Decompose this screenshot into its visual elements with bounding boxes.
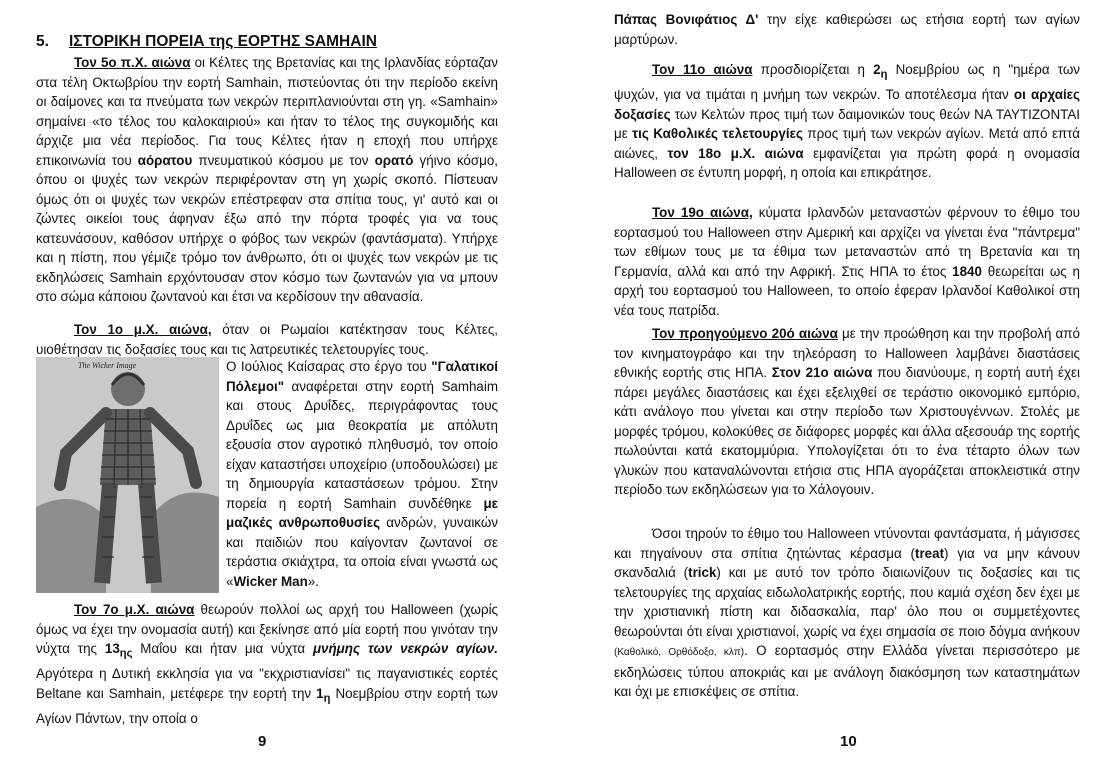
page-number-right: 10 xyxy=(840,733,857,750)
paragraph-5th-century-bc: Τον 5ο π.Χ. αιώνα οι Κέλτες της Βρετανίας και της Ιρλανδίας εόρταζαν στα τέλη Οκτωβρίου την εορτή Samhain, πιστεύοντας ότι την περίοδο εκείνη οι δαίμονες και τα πνεύματα των νεκρών περιπλανιούνται στη γη. «Samhain» σημαίνει «το τέλος του καλοκαιριού» και ήταν το τέλος της συγκομιδής και άρχιζε μια νέα περίοδος. Για τους Κέλτες ήταν η εποχή που υπήρχε επικοινωνία του αόρατου πνευματικού κόσμου με τον ορατό γήινο κόσμο, όπου οι ψυχές των νεκρών περιφέρονταν στη γη χωρίς σκοπό. Πίστευαν όμως ότι οι ψυχές των νεκρών επέστρεφαν στα σπίτια τους, γι' αυτό και οι ζώντες οικείοι τους άφηναν έξω από την πόρτα τροφές για να τους κατευνάσουν, καθόσον υπήρχε ο φόβος των νεκρών (φαντάσματα). Υπήρχε και η πίστη, που γέμιζε τρόμο τον άνθρωπο, ότι οι ψυχές των νεκρών με τις εκδηλώσεις Samhain ερχόντουσαν στον κόσμο των ζωντανών για να μπουν στο σώμα κάποιου ζωντανού και έτσι να κερδίσουν την αθανασία. xyxy=(36,55,499,304)
page-number-left: 9 xyxy=(258,733,267,750)
paragraph-20th-21st-century: Τον προηγούμενο 20ό αιώνα με την προώθηση και την προβολή από τον κινηματογράφο και την τηλεόραση το Halloween λαμβάνει διαστάσεις εθνικής εορτής στις ΗΠΑ. Στον 21ο αιώνα που διανύουμε, η εορτή αυτή έχει πάρει μεγάλες διαστάσεις και έχει εξελιχθεί σε τεράστιο οικονομικό εμπόριο, κάτι ανάλογο που γίνεται και στην περίοδο των Χριστουγέννων. Στολές με μορφές τρόμου, κολοκύθες σε διάφορες μορφές και άλλα αξεσουάρ της εορτής πωλούνται κατά εκατομμύρια. Υπολογίζεται ότι το ένα τέταρτο όλων των γλυκών που καταναλώνονται ετήσια στις ΗΠΑ αγοράζεται αποκλειστικά στην περίοδο των εκδηλώσεων για το Χάλογουιν. xyxy=(614,326,1081,497)
section-heading xyxy=(36,33,377,51)
right-page xyxy=(572,0,1117,760)
paragraph-7th-century-ad: Τον 7ο μ.Χ. αιώνα θεωρούν πολλοί ως αρχή του Halloween (χωρίς όμως να έχει την ονομασία αυτή) και ξεκίνησε από μία εορτή που γινόταν την νύχτα της $13_{\eta\varsigma}$ Μαΐου και ήταν μια νύχτα μνήμης των νεκρών αγίων. Αργότερα η Δυτική εκκλησία για να "εκχριστιανίσει" τις παγανιστικές εορτές Beltane και Samhain, μετέφερε την εορτή την $1_\eta$ Νοεμβρίου στην εορτή των Αγίων Πάντων, την οποία ο xyxy=(36,602,498,726)
section-number: 5. xyxy=(36,33,49,50)
paragraph-trick-or-treat: Όσοι τηρούν το έθιμο του Halloween ντύνονται φαντάσματα, ή μάγισσες και πηγαίνουν στα σπίτια ζητώντας κέρασμα (treat) για να μην κάνουν σκανδαλιά (trick) και με αυτό τον τρόπο διαιωνίζουν τις δοξασίες και τις τελετουργίες της αρχαίας ειδωλολατρικής εορτής, που καμιά σχέση δεν έχει με την χριστιανική πίστη και διδασκαλία, παρ' όλο που οι συμμετέχοντες θεωρούνται ότι είναι χριστιανοί, χωρίς να έχει σημασία σε ποιο δόγμα ανήκουν (Καθολικό, Ορθόδοξο, κλπ). Ο εορτασμός στην Ελλάδα γίνεται περισσότερο με εκδηλώσεις τύπου αποκριάς και με ανάλογη διακόσμηση των καταστημάτων και όχι με επισκέψεις σε σπίτια. xyxy=(614,526,1080,699)
section-title: ΙΣΤΟΡΙΚΗ ΠΟΡΕΙΑ της ΕΟΡΤΗΣ SAMHAIN xyxy=(68,33,377,50)
paragraph-19th-century: Τον 19ο αιώνα, κύματα Ιρλανδών μεταναστών φέρνουν το έθιμο του εορτασμού του Halloween στην Αμερική και αρχίζει να γίνεται ένα "πάντρεμα" των εθίμων τους με τα έθιμα των μεταναστών από τη Βρετανία και τη Γερμανία, αλλά και από την Αφρική. Στις ΗΠΑ το έτος 1840 θεωρείται ως η αρχή του εορτασμού του Halloween, το οποίο έφεραν Ιρλανδοί Καθολικοί στη νέα τους πατρίδα. xyxy=(614,205,1080,318)
left-page xyxy=(0,0,540,760)
wicker-man-illustration xyxy=(36,357,219,593)
paragraph-julius-caesar: Ο Ιούλιος Καίσαρας στο έργο του "Γαλατικοί Πόλεμοι" αναφέρεται στην εορτή Samhaim και στους Δρυΐδες, περιγράφοντας τους Δρυΐδες ως μια θεοκρατία με απόλυτη εξουσία στον αγροτικό πληθυσμό, τον οποίο είχαν καταστήσει υποχείριο (υποδουλώσει) με τη δημιουργία καταστάσεων τρόμου. Στην πορεία η εορτή Samhain συνδέθηκε με μαζικές ανθρωποθυσίες ανδρών, γυναικών και παιδιών που καίγονταν ζωντανοί σε τεράστια σκιάχτρα, τα οποία είναι γνωστά ως «Wicker Man». xyxy=(226,359,498,589)
paragraph-pope-boniface: Πάπας Βονιφάτιος Δ' την είχε καθιερώσει ως ετήσια εορτή των αγίων μαρτύρων. xyxy=(614,12,1080,47)
paragraph-11th-century: Τον 11ο αιώνα προσδιορίζεται η $2_\eta$ Νοεμβρίου ως η "ημέρα των ψυχών, για να τιμάται η μνήμη των νεκρών. Το αποτέλεσμα ήταν οι αρχαίες δοξασίες των Κελτών προς τιμή των δαιμονικών τους θεών ΝΑ ΤΑΥΤΙΖΟΝΤΑΙ με τις Καθολικές τελετουργίες προς τιμή των νεκρών αγίων. Μετά από επτά αιώνες, τον 18ο μ.Χ. αιώνα εμφανίζεται για πρώτη φορά η ονομασία Halloween σε έντυπη μορφή, η οποία και επικράτησε. xyxy=(614,62,1081,181)
image-caption: The Wicker Image xyxy=(78,361,137,370)
paragraph-1st-century-ad: Τον 1ο μ.Χ. αιώνα, όταν οι Ρωμαίοι κατέκτησαν τους Κέλτες, υιοθέτησαν τις δοξασίες τους και τις λατρευτικές τελετουργίες τους. xyxy=(36,322,498,357)
wicker-man-image xyxy=(36,357,219,593)
